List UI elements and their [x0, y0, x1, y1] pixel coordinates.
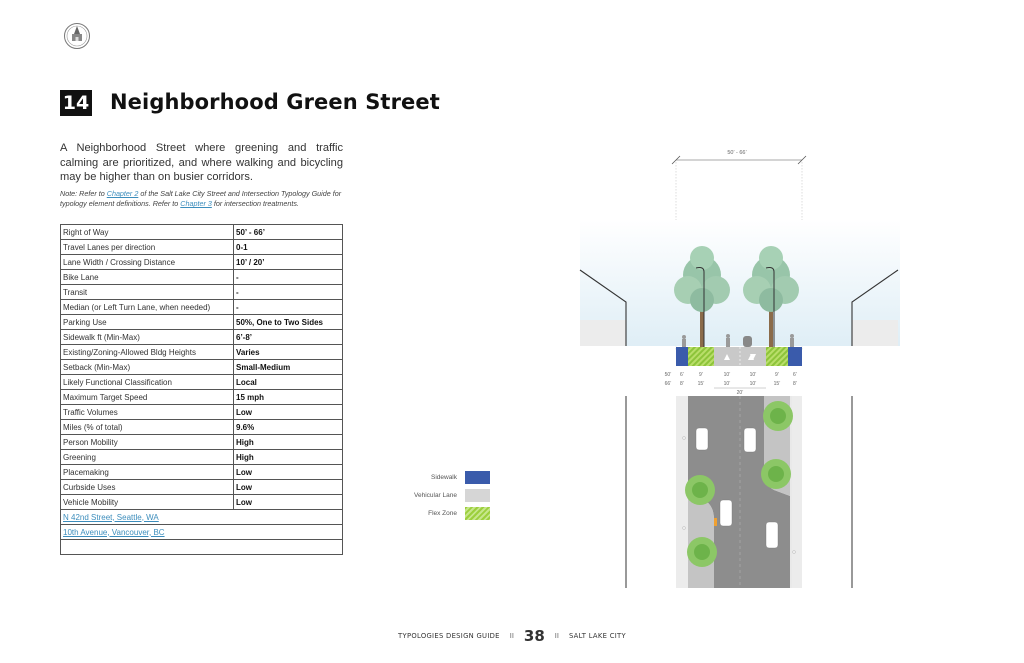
blank-row [61, 540, 343, 555]
property-row [61, 375, 343, 390]
property-row [61, 345, 343, 360]
property-value: 6’-8’ [234, 330, 343, 345]
example-row [61, 510, 343, 525]
legend-label: Sidewalk [430, 474, 457, 481]
section-dimensions [665, 372, 797, 396]
property-label: Existing/Zoning-Allowed Bldg Heights [61, 345, 234, 360]
property-value: 0-1 [234, 240, 343, 255]
car-icon [696, 428, 708, 450]
legend-swatch-sidewalk [465, 471, 490, 484]
property-row [61, 270, 343, 285]
dim-66-total: 66’ [664, 381, 672, 387]
property-row [61, 405, 343, 420]
dim-66-lane-right: 10’ [749, 381, 757, 387]
row-width-label: 50’ - 66’ [727, 150, 747, 156]
property-row [61, 240, 343, 255]
property-row [61, 330, 343, 345]
legend [390, 469, 490, 523]
dim-50-flex-right: 9’ [775, 372, 779, 378]
property-row [61, 315, 343, 330]
footer-city: SALT LAKE CITY [568, 632, 626, 640]
property-value: - [234, 300, 343, 315]
property-label: Vehicle Mobility [61, 495, 234, 510]
property-label: Travel Lanes per direction [61, 240, 234, 255]
property-label: Transit [61, 285, 234, 300]
footer-guide-title: TYPOLOGIES DESIGN GUIDE [398, 632, 500, 640]
legend-item-vehicular-lane [390, 487, 490, 504]
property-label: Parking Use [61, 315, 234, 330]
legend-item-flex-zone [390, 505, 490, 522]
property-label: Maximum Target Speed [61, 390, 234, 405]
property-row [61, 360, 343, 375]
legend-swatch-flex-zone [465, 507, 490, 520]
car-icon [744, 428, 756, 452]
property-label: Traffic Volumes [61, 405, 234, 420]
property-row [61, 390, 343, 405]
property-label: Greening [61, 450, 234, 465]
legend-item-sidewalk [390, 469, 490, 486]
property-row [61, 420, 343, 435]
property-label: Likely Functional Classification [61, 375, 234, 390]
property-value: Small-Medium [234, 360, 343, 375]
property-label: Lane Width / Crossing Distance [61, 255, 234, 270]
property-label: Person Mobility [61, 435, 234, 450]
dim-roadway: 20’ [736, 390, 744, 396]
legend-swatch-vehicular-lane [465, 489, 490, 502]
typology-properties-table [60, 224, 343, 555]
property-label: Median (or Left Turn Lane, when needed) [61, 300, 234, 315]
property-value: - [234, 270, 343, 285]
property-row [61, 435, 343, 450]
property-value: Local [234, 375, 343, 390]
property-value: 10’ / 20’ [234, 255, 343, 270]
property-label: Sidewalk ft (Min-Max) [61, 330, 234, 345]
property-value: 50’ - 66’ [234, 225, 343, 240]
property-row [61, 495, 343, 510]
property-label: Placemaking [61, 465, 234, 480]
dim-66-sidewalk-left: 8’ [680, 381, 684, 387]
property-label: Setback (Min-Max) [61, 360, 234, 375]
blank-cell [61, 540, 343, 555]
property-value: Low [234, 465, 343, 480]
car-icon [720, 500, 732, 526]
property-value: 9.6% [234, 420, 343, 435]
dim-50-lane-right: 10’ [749, 372, 757, 378]
property-row [61, 255, 343, 270]
legend-label: Flex Zone [428, 510, 457, 517]
page-title: Neighborhood Green Street [110, 90, 440, 114]
dim-50-lane-left: 10’ [723, 372, 731, 378]
note-paragraph [60, 189, 343, 209]
dim-50-sidewalk-left: 6’ [680, 372, 684, 378]
page-footer [0, 627, 1024, 645]
section-number-badge: 14 [60, 90, 92, 116]
property-label: Curbside Uses [61, 480, 234, 495]
property-row [61, 300, 343, 315]
city-seal-logo [63, 22, 91, 50]
property-value: 15 mph [234, 390, 343, 405]
dim-50-sidewalk-right: 6’ [793, 372, 797, 378]
note-text-middle: of the Salt Lake City Street and Intersection Typology Guide for typology element definitions. Refer to [60, 189, 342, 208]
legend-label: Vehicular Lane [413, 492, 457, 499]
note-text-prefix: Note: Refer to [60, 189, 107, 198]
dim-50-flex-left: 9’ [699, 372, 703, 378]
property-value: Low [234, 480, 343, 495]
property-label: Miles (% of total) [61, 420, 234, 435]
example-row [61, 525, 343, 540]
property-value: Low [234, 495, 343, 510]
example-link[interactable]: 10th Avenue, Vancouver, BC [61, 525, 343, 540]
footer-page-number: 38 [523, 627, 545, 645]
example-link[interactable]: N 42nd Street, Seattle, WA [61, 510, 343, 525]
property-row [61, 480, 343, 495]
property-row [61, 285, 343, 300]
footer-separator: II [554, 632, 559, 640]
note-text-suffix: for intersection treatments. [211, 199, 299, 208]
property-row [61, 225, 343, 240]
dim-66-sidewalk-right: 8’ [793, 381, 797, 387]
dim-66-lane-left: 10’ [723, 381, 731, 387]
property-row [61, 450, 343, 465]
dim-50-total: 50’ [664, 372, 672, 378]
property-label: Bike Lane [61, 270, 234, 285]
property-value: 50%, One to Two Sides [234, 315, 343, 330]
property-value: High [234, 435, 343, 450]
property-value: Varies [234, 345, 343, 360]
chapter-2-link[interactable]: Chapter 2 [106, 189, 139, 198]
chapter-3-link[interactable]: Chapter 3 [180, 199, 212, 208]
property-row [61, 465, 343, 480]
footer-separator: II [509, 632, 514, 640]
dim-66-flex-right: 15’ [773, 381, 781, 387]
street-section-diagram [578, 140, 902, 590]
property-value: Low [234, 405, 343, 420]
section-ground-strip [676, 347, 802, 366]
plan-view [626, 396, 852, 588]
car-icon [766, 522, 778, 548]
intro-paragraph: A Neighborhood Street where greening and traffic calming are prioritized, and where walking and bicycling may be higher than on busier corridors. [60, 142, 343, 184]
dim-66-flex-left: 15’ [697, 381, 705, 387]
property-value: High [234, 450, 343, 465]
property-value: - [234, 285, 343, 300]
property-label: Right of Way [61, 225, 234, 240]
